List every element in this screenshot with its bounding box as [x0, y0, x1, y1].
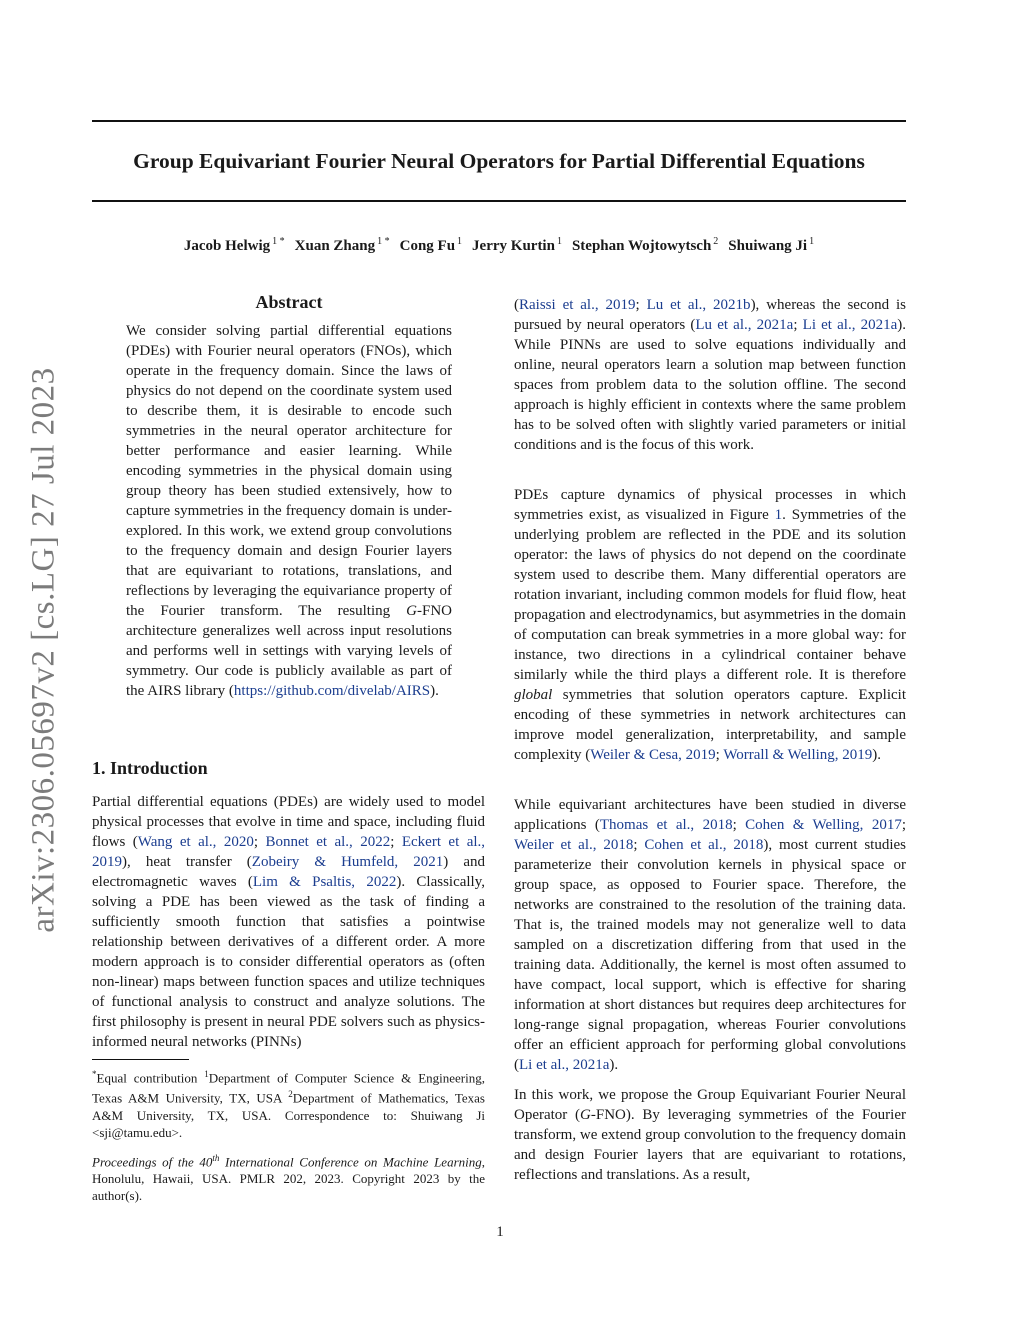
author: Xuan Zhang $^{1 *}$	[294, 236, 390, 254]
paper-title: Group Equivariant Fourier Neural Operators for Partial Differential Equations	[133, 149, 865, 173]
author: Jerry Kurtin $^1$	[472, 236, 562, 254]
citation-link[interactable]: Eckert et al., 2019	[92, 834, 486, 870]
citation-link[interactable]: Raissi et al., 2019	[519, 297, 636, 313]
author: Cong Fu $^1$	[399, 236, 463, 254]
right-paragraph-4: In this work, we propose the Group Equivariant Fourier Neural Operator (G-FNO). By leveraging symmetries of the Fourier transform, we extend group convolution to the frequency domain and design Fourier layers that are equivariant to rotations, reflections and translations. As a result,	[514, 1087, 906, 1183]
citation-link[interactable]: Weiler & Cesa, 2019	[590, 747, 716, 763]
arxiv-stamp-text: arXiv:2306.05697v2 [cs.LG] 27 Jul 2023	[25, 367, 62, 933]
citation-link[interactable]: Thomas et al., 2018	[599, 817, 733, 833]
citation-link[interactable]: Worrall & Welling, 2019	[723, 747, 873, 763]
abstract-text: We consider solving partial differential equations (PDEs) with Fourier neural operators (FNOs), which operate in the frequency domain. Since the laws of physics do not depend on the coordinate system used to describe them, it is desirable to encode such symmetries in the neural operator architecture for better performance and easier learning. While encoding symmetries in the physical domain using group theory has been studied extensively, how to capture symmetries in the frequency domain is under-explored. In this work, we extend group convolutions to the frequency domain and design Fourier layers that are equivariant to rotations, translations, and reflections by leveraging the equivariance property of the Fourier transform. The resulting G-FNO architecture generalizes well across input resolutions and performs well in settings with varying levels of symmetry. Our code is publicly available as part of the AIRS library (https://github.com/divelab/AIRS).	[126, 323, 452, 699]
citation-link[interactable]: Zobeiry & Humfeld, 2021	[251, 854, 444, 870]
citation-link[interactable]: Wang et al., 2020	[137, 834, 254, 850]
citation-link[interactable]: Lu et al., 2021a	[695, 317, 794, 333]
right-paragraph-3: While equivariant architectures have been studied in diverse applications (Thomas et al., 2018; Cohen & Welling, 2017; Weiler et al., 2018; Cohen et al., 2018), most current studies parameterize their convolution kernels in physical space or group space, as opposed to Fourier space. Therefore, the networks are constrained to the resolution of the training data. That is, the trained models may not generalize well to data sampled on a discretization differing from that used in the training data. Additionally, the kernel is most often assumed to have compact, local support, which is effective for sharing information at short distances but requires deep architectures for long-range signal propagation, whereas Fourier convolutions offer an efficient approach for performing global convolutions (Li et al., 2021a).	[514, 797, 906, 1073]
author-list	[92, 236, 906, 255]
footnote-rule	[92, 1059, 189, 1060]
proceedings-note: Proceedings of the 40th International Conference on Machine Learning, Honolulu, Hawaii, USA. PMLR 202, 2023. Copyright 2023 by the author(s).	[92, 1153, 485, 1204]
footnote: *Equal contribution $^1$Department of Computer Science & Engineering, Texas A&M University, TX, USA $^2$Department of Mathematics, Texas A&M University, TX, USA. Correspondence to: Shuiwang Ji <sji@tamu.edu>.	[92, 1069, 485, 1140]
author: Jacob Helwig $^{1 *}$	[183, 236, 285, 254]
author: Stephan Wojtowytsch $^2$	[571, 236, 719, 254]
citation-link[interactable]: Cohen et al., 2018	[644, 837, 764, 853]
citation-link[interactable]: Bonnet et al., 2022	[265, 834, 391, 850]
figure-link[interactable]: 1	[774, 507, 783, 523]
author: Shuiwang Ji $^1$	[728, 236, 815, 254]
introduction-paragraph: Partial differential equations (PDEs) are widely used to model physical processes that evolve in time and space, including fluid flows (Wang et al., 2020; Bonnet et al., 2022; Eckert et al., 2019), heat transfer (Zobeiry & Humfeld, 2021) and electromagnetic waves (Lim & Psaltis, 2022). Classically, solving a PDE has been viewed as the task of finding a sufficiently smooth function that satisfies a pointwise relationship between derivatives of a different order. A more modern approach is to consider differential operators as (often non-linear) maps between function spaces and utilize techniques of functional analysis to construct and analyze solutions. The first philosophy is present in neural PDE solvers such as physics-informed neural networks (PINNs)	[92, 794, 486, 1050]
introduction-heading: 1. Introduction	[92, 758, 208, 778]
citation-link[interactable]: Lim & Psaltis, 2022	[252, 874, 397, 890]
title-bottom-rule	[92, 200, 906, 202]
page-number: 1	[496, 1224, 504, 1240]
citation-link[interactable]: Li et al., 2021a	[802, 317, 898, 333]
right-paragraph-2: PDEs capture dynamics of physical processes in which symmetries exist, as visualized in Figure 1. Symmetries of the underlying problem are reflected in the PDE and its solution operator: the laws of physics do not depend on the coordinate system used to describe them. Many differential operators are rotation invariant, including common models for fluid flow, heat propagation and electrodynamics, but asymmetries in the domain of computation can break symmetries in a more global way: for instance, two directions in a cylindrical container behave similarly while the third plays a different role. It is therefore global symmetries that solution operators capture. Explicit encoding of these symmetries in network architectures can improve model generalization, interpretability, and sample complexity (Weiler & Cesa, 2019; Worrall & Welling, 2019).	[514, 487, 907, 763]
citation-link[interactable]: Cohen & Welling, 2017	[745, 817, 902, 833]
right-paragraph-1: (Raissi et al., 2019; Lu et al., 2021b), whereas the second is pursued by neural operators (Lu et al., 2021a; Li et al., 2021a). While PINNs are used to solve equations individually and online, neural operators learn a solution map between function spaces from problem data to the solution offline. The second approach is highly efficient in contexts where the same problem has to be solved often with slightly varied parameters or initial conditions and is the focus of this work.	[514, 297, 907, 453]
abstract-heading: Abstract	[255, 292, 323, 312]
g-symbol: G	[406, 603, 417, 619]
airs-link[interactable]: https://github.com/divelab/AIRS	[233, 683, 431, 699]
citation-link[interactable]: Weiler et al., 2018	[514, 837, 634, 853]
citation-link[interactable]: Li et al., 2021a	[519, 1057, 610, 1073]
title-top-rule	[92, 120, 906, 122]
citation-link[interactable]: Lu et al., 2021b	[646, 297, 751, 313]
